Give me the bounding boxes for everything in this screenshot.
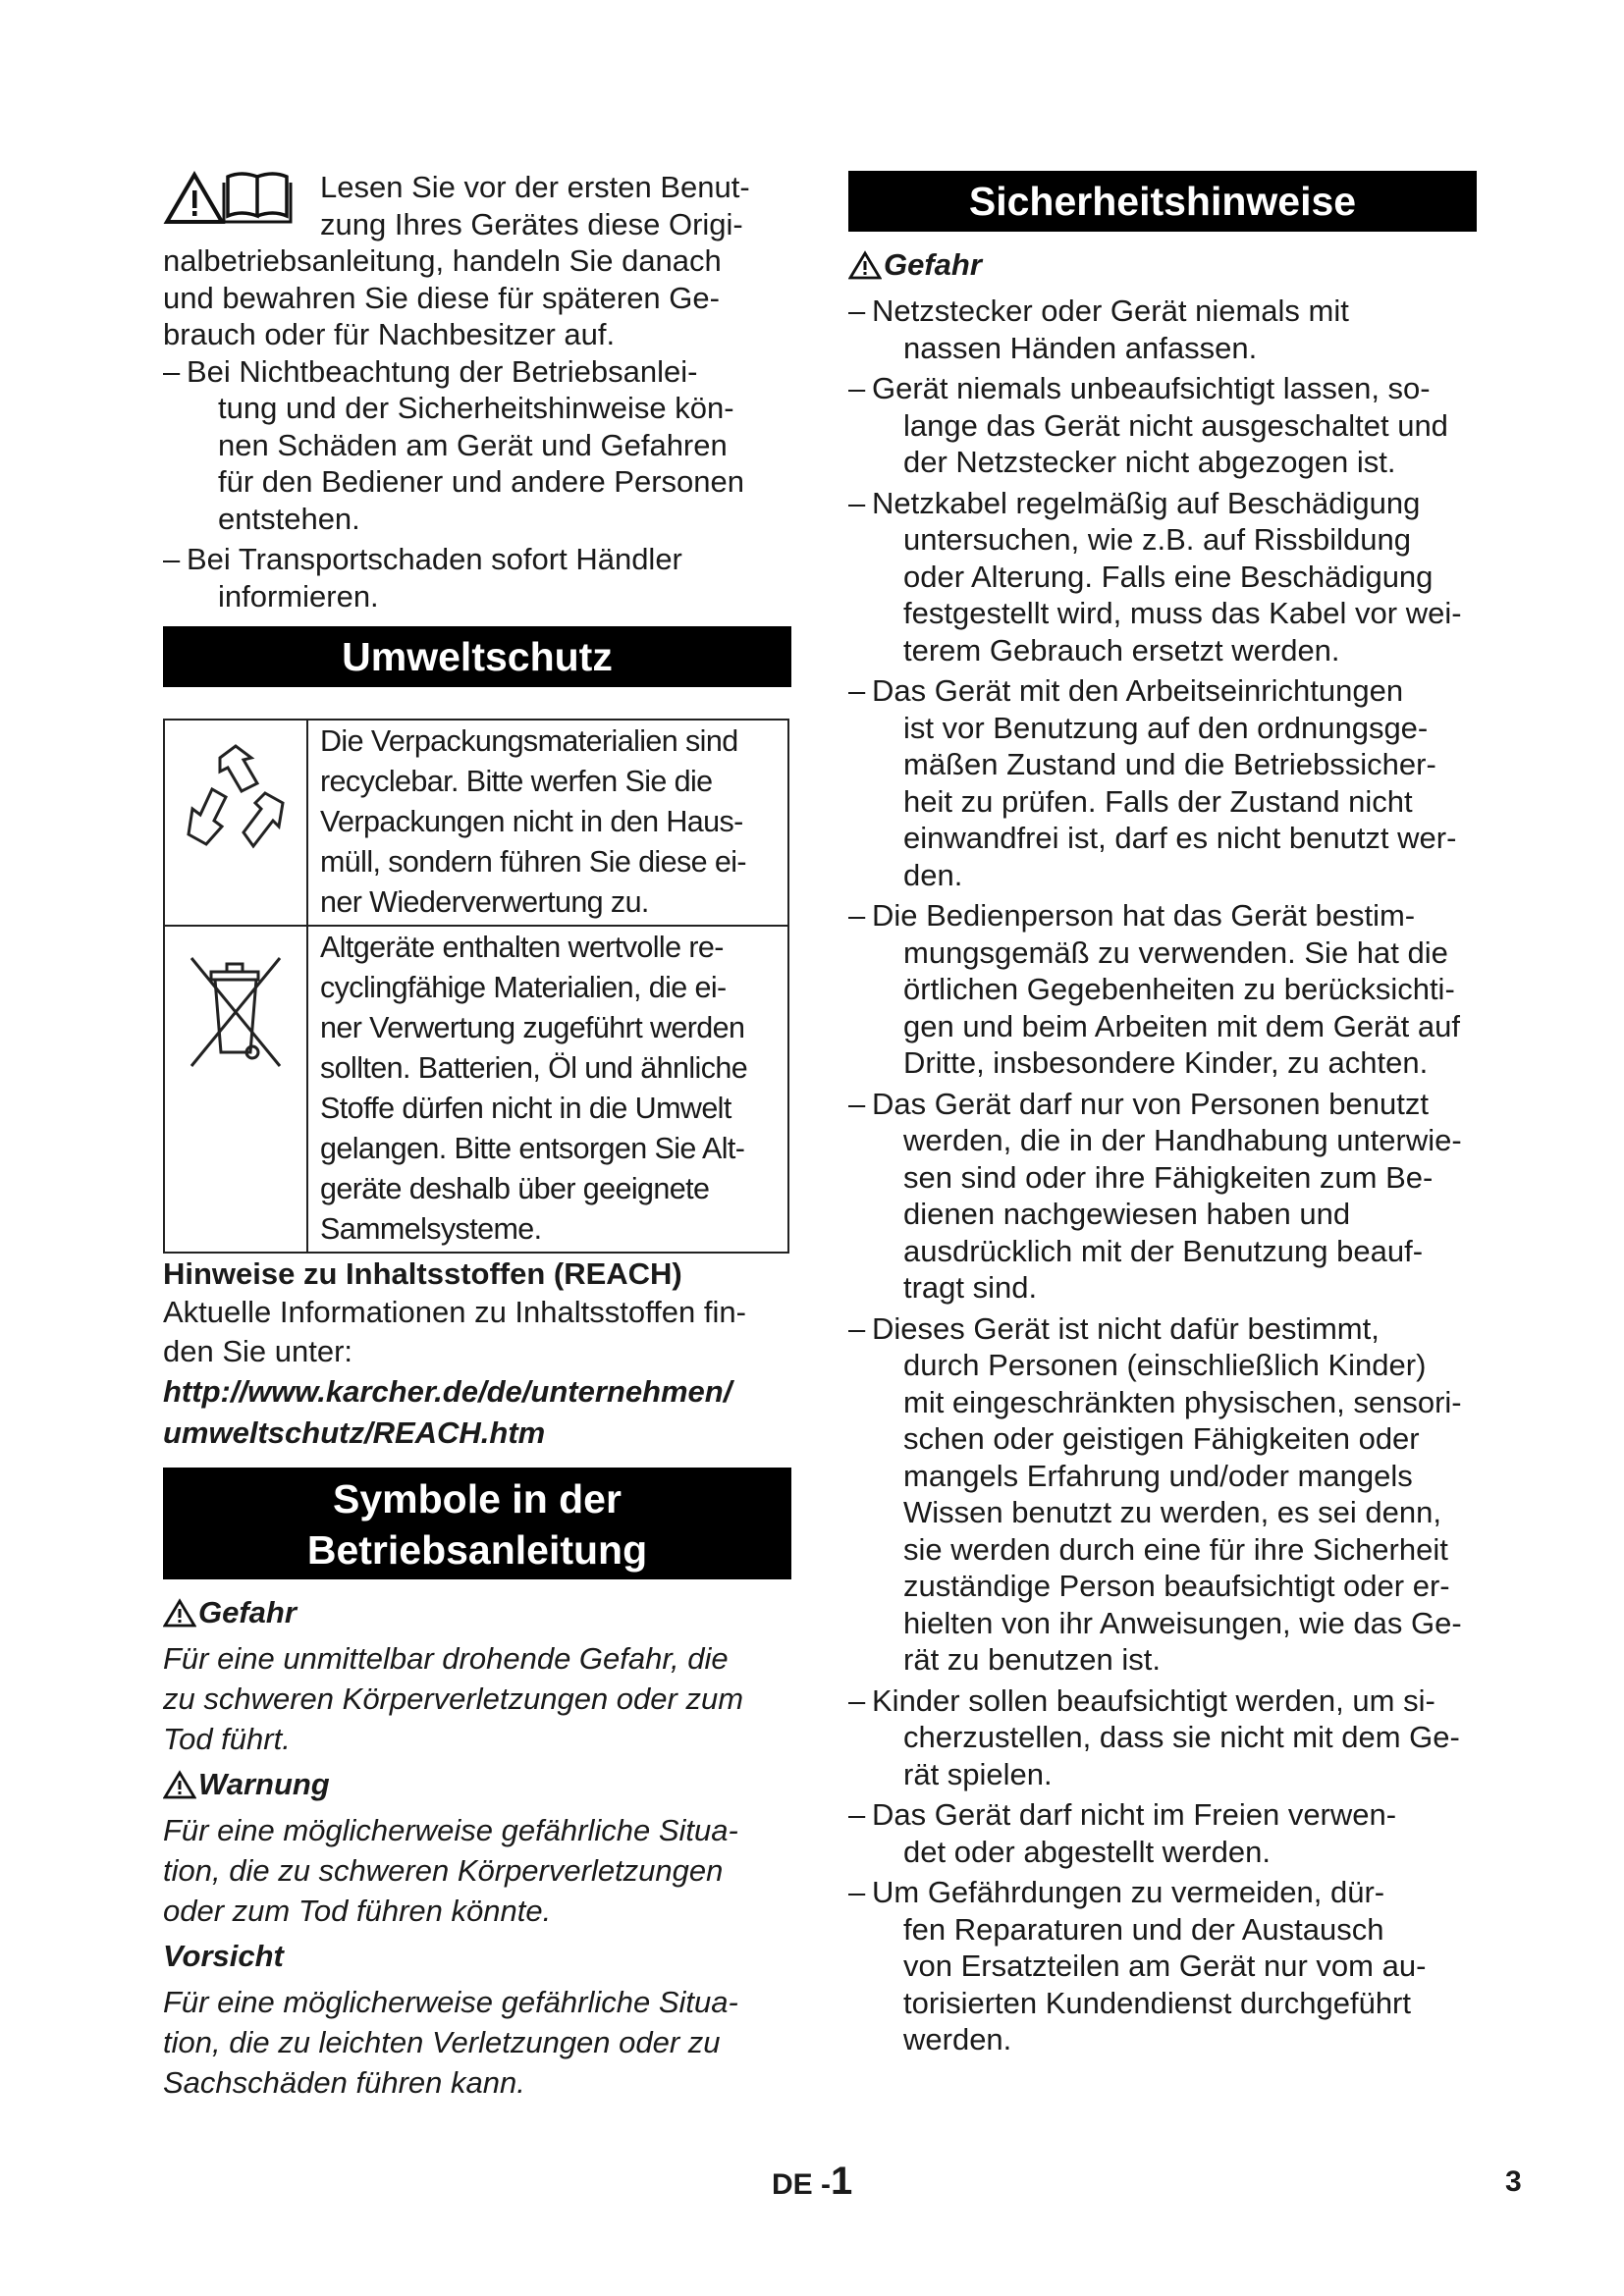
warning-icon [163,1598,196,1628]
cell-line: sollten. Batterien, Öl und ähnliche [320,1051,748,1085]
safety-line: Dieses Gerät ist nicht dafür bestimmt, [872,1310,1380,1346]
page-code [772,2160,852,2204]
symbol-description [163,1810,791,1931]
section-title-umweltschutz: Umweltschutz [163,626,791,687]
list-item [163,541,791,614]
gefahr-label: Gefahr [884,247,982,282]
cell-line: Die Verpackungsmaterialien sind [320,724,738,758]
environment-table [163,719,789,1254]
reach-url-line[interactable]: umweltschutz/REACH.htm [163,1415,546,1450]
description-line: zu schweren Körperverletzungen oder zum [163,1681,744,1716]
safety-line: nassen Händen anfassen. [903,330,1258,365]
safety-line: mäßen Zustand und die Betriebssicher- [903,747,1436,781]
dash: – [848,898,866,933]
intro-block [163,169,791,353]
section-title-line: Betriebsanleitung [306,1526,648,1573]
safety-line: heit zu prüfen. Falls der Zustand nicht [903,783,1413,819]
safety-line: lange das Gerät nicht ausgeschaltet und [903,407,1448,443]
section-title-symbole [163,1468,791,1579]
safety-line: durch Personen (einschließlich Kinder) [903,1348,1427,1382]
safety-line: fen Reparaturen und der Austausch [903,1911,1384,1947]
dash: – [848,673,866,708]
safety-line: schen oder geistigen Fähigkeiten oder [903,1421,1420,1456]
safety-item [848,1682,1477,1793]
safety-item [848,897,1477,1082]
safety-item [848,1310,1477,1679]
list-line: Bei Nichtbeachtung der Betriebsanlei- [187,353,698,389]
section-title-line: Symbole in der [333,1475,622,1522]
right-column [848,171,1477,2062]
symbol-heading-vorsicht [163,1937,791,1976]
safety-line: von Ersatzteilen am Gerät nur vom au- [903,1949,1427,1983]
dash: – [848,1875,866,1909]
description-line: Tod führt. [163,1721,291,1756]
safety-line: Das Gerät darf nicht im Freien verwen- [872,1797,1397,1832]
symbol-description [163,1982,791,2103]
list-line: nen Schäden am Gerät und Gefahren [218,427,728,462]
reach-url-line[interactable]: http://www.karcher.de/de/unternehmen/ [163,1373,732,1409]
cell-line: geräte deshalb über geeignete [320,1172,710,1205]
description-line: Für eine möglicherweise gefährliche Situa- [163,1812,738,1847]
reach-line: den Sie unter: [163,1333,353,1368]
safety-line: untersuchen, wie z.B. auf Rissbildung [903,522,1411,557]
dash: – [848,1682,866,1718]
safety-line: mungsgemäß zu verwenden. Sie hat die [903,934,1448,970]
table-row [164,926,788,1253]
intro-line: nalbetriebsanleitung, handeln Sie danach [163,243,722,278]
safety-line: tragt sind. [903,1270,1038,1305]
dash: – [848,1310,866,1346]
safety-item [848,1874,1477,2058]
safety-line: cherzustellen, dass sie nicht mit dem Ge- [903,1720,1460,1754]
safety-line: zuständige Person beaufsichtigt oder er- [903,1569,1450,1603]
safety-line: ist vor Benutzung auf den ordnungsge- [903,710,1429,745]
safety-line: Gerät niemals unbeaufsichtigt lassen, so- [872,371,1431,405]
safety-line: Um Gefährdungen zu vermeiden, dür- [872,1875,1385,1909]
list-line: informieren. [218,578,379,614]
symbol-title: Warnung [198,1766,330,1801]
cell-line: Verpackungen nicht in den Haus- [320,805,743,838]
safety-line: terem Gebrauch ersetzt werden. [903,632,1340,667]
safety-list [848,293,1477,2058]
safety-line: örtlichen Gegebenheiten zu berücksichti- [903,972,1455,1006]
icon-cell [164,720,307,926]
symbol-heading-gefahr [163,1593,791,1632]
safety-item [848,672,1477,893]
safety-line: einwandfrei ist, darf es nicht benutzt wer- [903,821,1457,855]
icon-cell [164,926,307,1253]
safety-line: mangels Erfahrung und/oder mangels [903,1458,1413,1493]
dash: – [163,353,181,389]
left-column [163,169,791,2103]
description-line: tion, die zu leichten Verletzungen oder zu [163,2024,721,2059]
list-line: entstehen. [218,501,360,536]
symbol-heading-warnung [163,1765,791,1804]
safety-line: Kinder sollen beaufsichtigt werden, um si- [872,1682,1435,1718]
safety-line: gen und beim Arbeiten mit dem Gerät auf [903,1008,1460,1043]
intro-line: brauch oder für Nachbesitzer auf. [163,317,616,351]
warning-icon [163,1770,196,1799]
safety-line: mit eingeschränkten physischen, sensori- [903,1384,1462,1419]
warning-and-manual-icon [163,169,312,226]
safety-item [848,370,1477,481]
text-cell [307,720,788,926]
cell-line: Altgeräte enthalten wertvolle re- [320,931,724,964]
safety-item [848,1796,1477,1870]
description-line: Für eine unmittelbar drohende Gefahr, die [163,1640,729,1676]
intro-line: Lesen Sie vor der ersten Benut- [320,170,750,204]
safety-line: hielten von ihr Anweisungen, wie das Ge- [903,1605,1462,1640]
cell-line: recyclebar. Bitte werfen Sie die [320,765,713,798]
description-line: tion, die zu schweren Körperverletzungen [163,1852,724,1888]
page-number: 3 [1505,2165,1522,2198]
list-item [163,353,791,538]
recycle-icon [177,738,295,866]
table-row [164,720,788,926]
description-line: Für eine möglicherweise gefährliche Situa- [163,1984,738,2019]
reach-line: Aktuelle Informationen zu Inhaltsstoffen fin- [163,1294,746,1329]
safety-line: Dritte, insbesondere Kinder, zu achten. [903,1045,1429,1080]
safety-line: sie werden durch eine für ihre Sicherheit [903,1531,1448,1567]
cell-line: Stoffe dürfen nicht in die Umwelt [320,1092,731,1125]
list-line: tung und der Sicherheitshinweise kön- [218,391,734,425]
dash: – [848,1086,866,1121]
section-title-sicherheitshinweise: Sicherheitshinweise [848,171,1477,232]
intro-line: und bewahren Sie diese für späteren Ge- [163,280,720,315]
page-code-prefix: DE - [772,2168,831,2201]
crossed-bin-icon [182,948,290,1086]
text-cell [307,926,788,1253]
safety-line: festgestellt wird, muss das Kabel vor wei- [903,596,1462,630]
safety-line: Netzstecker oder Gerät niemals mit [872,294,1349,328]
dash: – [163,542,181,576]
cell-line: müll, sondern führen Sie diese ei- [320,845,746,879]
safety-line: Netzkabel regelmäßig auf Beschädigung [872,485,1421,520]
symbol-description [163,1638,791,1759]
safety-line: werden. [903,2022,1012,2056]
safety-item [848,293,1477,366]
safety-item [848,1086,1477,1307]
safety-line: sen sind oder ihre Fähigkeiten zum Be- [903,1159,1434,1195]
cell-line: ner Wiederverwertung zu. [320,885,649,919]
description-line: Sachschäden führen kann. [163,2064,525,2100]
reach-title: Hinweise zu Inhaltsstoffen (REACH) [163,1256,682,1291]
cell-line: ner Verwertung zugeführt werden [320,1011,745,1044]
safety-line: det oder abgestellt werden. [903,1834,1271,1869]
safety-item [848,485,1477,669]
safety-line: werden, die in der Handhabung unterwie- [903,1123,1462,1157]
cell-line: cyclingfähige Materialien, die ei- [320,971,727,1004]
cell-line: Sammelsysteme. [320,1212,542,1246]
safety-line: Die Bedienperson hat das Gerät bestim- [872,898,1416,933]
list-line: Bei Transportschaden sofort Händler [187,542,682,576]
safety-line: rät zu benutzen ist. [903,1642,1161,1677]
safety-line: rät spielen. [903,1756,1053,1791]
warning-icon [848,250,882,280]
safety-line: den. [903,857,963,892]
dash: – [848,371,866,405]
safety-line: Wissen benutzt zu werden, es sei denn, [903,1495,1441,1529]
safety-line: Das Gerät mit den Arbeitseinrichtungen [872,673,1404,708]
intro-line: zung Ihres Gerätes diese Origi- [320,206,743,241]
page-code-number: 1 [831,2160,853,2203]
dash: – [848,294,866,328]
safety-line: der Netzstecker nicht abgezogen ist. [903,445,1396,479]
safety-line: dienen nachgewiesen haben und [903,1197,1351,1231]
safety-line: Das Gerät darf nur von Personen benutzt [872,1086,1429,1121]
list-line: für den Bediener und andere Personen [218,464,745,499]
symbol-title: Gefahr [198,1594,297,1629]
dash: – [848,1797,866,1832]
safety-line: torisierten Kundendienst durchgeführt [903,1985,1411,2020]
description-line: oder zum Tod führen könnte. [163,1893,552,1928]
safety-line: oder Alterung. Falls eine Beschädigung [903,559,1434,594]
gefahr-heading [848,245,1477,285]
symbol-title: Vorsicht [163,1938,284,1973]
safety-line: ausdrücklich mit der Benutzung beauf- [903,1233,1424,1268]
cell-line: gelangen. Bitte entsorgen Sie Alt- [320,1132,745,1165]
dash: – [848,485,866,520]
